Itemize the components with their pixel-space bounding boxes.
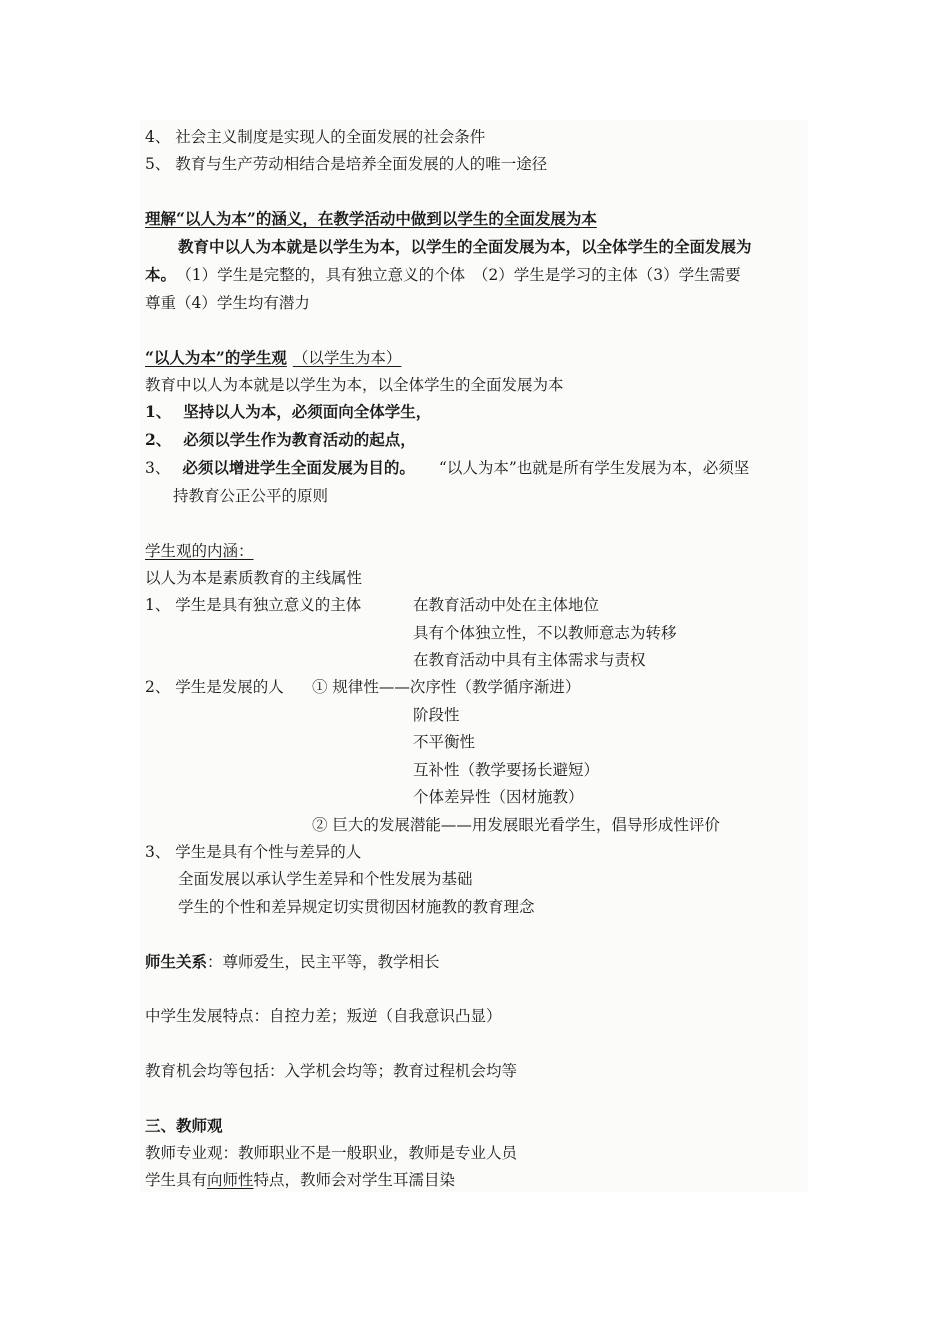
- list-number: 3、: [145, 459, 171, 477]
- paragraph-line: [145, 264, 741, 286]
- text-line: [145, 951, 440, 973]
- text-line: 3、 学生是具有个性与差异的人: [145, 843, 362, 861]
- text-line: 中学生发展特点：自控力差；叛逆（自我意识凸显）: [145, 1007, 502, 1025]
- text-line: 阶段性: [413, 706, 460, 724]
- label-bold: 师生关系: [145, 952, 208, 971]
- section-heading: 理解“以人为本”的涵义，在教学活动中做到以学生的全面发展为本: [145, 209, 597, 228]
- heading-note: （以学生为本）: [292, 349, 402, 367]
- list-item: [145, 429, 416, 451]
- list-item: [145, 457, 749, 479]
- section-heading: 学生观的内涵：: [145, 542, 254, 560]
- list-text: 必须以增进学生全面发展为目的。: [182, 458, 415, 477]
- text-line: 学生的个性和差异规定切实贯彻因材施教的教育理念: [178, 898, 535, 916]
- heading-bold: “以人为本”的学生观: [145, 348, 287, 367]
- text-line: 教育中以人为本就是以学生为本，以全体学生的全面发展为本: [145, 376, 564, 394]
- text-line: 个体差异性（因材施教）: [413, 788, 584, 806]
- text-line: 1、 学生是具有独立意义的主体: [145, 596, 362, 614]
- text-line: 在教育活动中具有主体需求与责权: [413, 651, 646, 669]
- text-line: 教师专业观：教师职业不是一般职业，教师是专业人员: [145, 1144, 518, 1162]
- list-item: [145, 401, 431, 423]
- section-heading: 三、教师观: [145, 1116, 223, 1135]
- plain-text: 特点，教师会对学生耳濡目染: [253, 1171, 456, 1189]
- text-line: 2、 学生是发展的人: [145, 678, 284, 696]
- list-text: 必须以学生作为教育活动的起点，: [183, 430, 416, 449]
- underlined-term: 向师性: [207, 1171, 254, 1189]
- text-line: 互补性（教学要扬长避短）: [413, 761, 600, 779]
- plain-text: （1）学生是完整的，具有独立意义的个体 （2）学生是学习的主体（3）学生需要: [184, 266, 741, 284]
- text-line: 4、 社会主义制度是实现人的全面发展的社会条件: [145, 128, 486, 146]
- text-line: 具有个体独立性，不以教师意志为转移: [413, 624, 677, 642]
- text-line: ② 巨大的发展潜能——用发展眼光看学生，倡导形成性评价: [312, 816, 720, 834]
- text-line: ① 规律性——次序性（教学循序渐进）: [312, 678, 581, 696]
- text-line: 在教育活动中处在主体地位: [413, 596, 600, 614]
- text-line: 持教育公正公平的原则: [173, 487, 329, 505]
- paragraph-line: 尊重（4）学生均有潜力: [145, 294, 310, 312]
- plain-text: 学生具有: [145, 1171, 208, 1189]
- text-line: [145, 1169, 455, 1191]
- text-line: 不平衡性: [413, 733, 476, 751]
- section-heading: [145, 347, 401, 369]
- text-line: 教育机会均等包括：入学机会均等；教育过程机会均等: [145, 1062, 518, 1080]
- paragraph-line: 教育中以人为本就是以学生为本，以学生的全面发展为本，以全体学生的全面发展为: [178, 237, 752, 256]
- list-text-rest: “以人为本”也就是所有学生发展为本，必须坚: [438, 459, 750, 477]
- bold-text: 本。: [145, 265, 177, 284]
- text-line: 以人为本是素质教育的主线属性: [145, 569, 363, 587]
- list-text: 坚持以人为本，必须面向全体学生，: [183, 402, 432, 421]
- list-number: 2、: [145, 430, 172, 449]
- text-line: 全面发展以承认学生差异和个性发展为基础: [178, 870, 473, 888]
- plain-text: ：尊师爱生，民主平等，教学相长: [207, 953, 440, 971]
- list-number: 1、: [145, 402, 172, 421]
- text-line: 5、 教育与生产劳动相结合是培养全面发展的人的唯一途径: [145, 155, 548, 173]
